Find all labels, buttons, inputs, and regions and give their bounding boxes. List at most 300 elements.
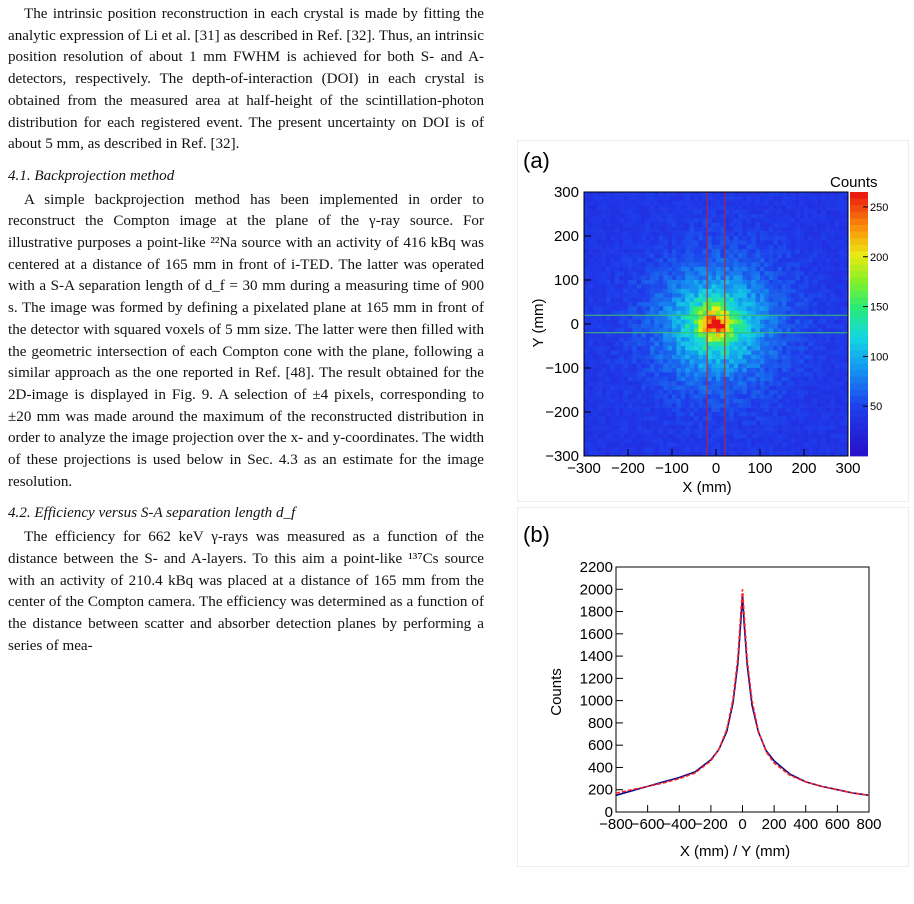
heatmap-cell [659, 403, 664, 408]
heatmap-cell [707, 368, 712, 373]
heatmap-cell [597, 381, 602, 386]
heatmap-cell [795, 346, 800, 351]
heatmap-cell [830, 249, 835, 254]
heatmap-cell [751, 280, 756, 285]
heatmap-cell [637, 364, 642, 369]
heatmap-cell [764, 438, 769, 443]
heatmap-cell [637, 399, 642, 404]
heatmap-cell [602, 381, 607, 386]
heatmap-cell [602, 249, 607, 254]
heatmap-cell [628, 218, 633, 223]
heatmap-cell [756, 324, 761, 329]
heatmap-cell [676, 262, 681, 267]
heatmap-cell [619, 390, 624, 395]
heatmap-cell [654, 368, 659, 373]
heatmap-cell [839, 408, 844, 413]
heatmap-cell [593, 258, 598, 263]
x-tick-label: −200 [693, 816, 728, 833]
heatmap-cell [690, 298, 695, 303]
heatmap-cell [822, 403, 827, 408]
heatmap-cell [808, 218, 813, 223]
heatmap-cell [646, 447, 651, 452]
heatmap-cell [615, 324, 620, 329]
heatmap-cell [584, 306, 589, 311]
heatmap-cell [778, 258, 783, 263]
heatmap-cell [716, 394, 721, 399]
heatmap-cell [804, 342, 809, 347]
heatmap-cell [624, 258, 629, 263]
heatmap-cell [676, 254, 681, 259]
heatmap-cell [817, 350, 822, 355]
heatmap-cell [597, 240, 602, 245]
heatmap-cell [773, 337, 778, 342]
heatmap-cell [654, 320, 659, 325]
heatmap-cell [751, 205, 756, 210]
heatmap-cell [760, 438, 765, 443]
heatmap-cell [672, 245, 677, 250]
heatmap-cell [839, 394, 844, 399]
heatmap-cell [597, 364, 602, 369]
heatmap-cell [778, 355, 783, 360]
heatmap-cell [641, 350, 646, 355]
heatmap-cell [729, 306, 734, 311]
heatmap-cell [795, 214, 800, 219]
heatmap-cell [654, 324, 659, 329]
heatmap-cell [813, 302, 818, 307]
heatmap-cell [773, 377, 778, 382]
heatmap-cell [632, 443, 637, 448]
heatmap-cell [769, 210, 774, 215]
heatmap-cell [800, 302, 805, 307]
heatmap-cell [654, 372, 659, 377]
heatmap-cell [676, 280, 681, 285]
heatmap-cell [668, 324, 673, 329]
heatmap-cell [782, 381, 787, 386]
heatmap-cell [734, 355, 739, 360]
heatmap-cell [742, 298, 747, 303]
heatmap-cell [760, 306, 765, 311]
heatmap-cell [782, 298, 787, 303]
heatmap-cell [606, 245, 611, 250]
heatmap-cell [756, 280, 761, 285]
heatmap-cell [822, 249, 827, 254]
heatmap-cell [672, 240, 677, 245]
heatmap-cell [698, 377, 703, 382]
heatmap-cell [822, 399, 827, 404]
heatmap-cell [632, 447, 637, 452]
heatmap-cell [738, 368, 743, 373]
heatmap-cell [641, 196, 646, 201]
heatmap-cell [602, 337, 607, 342]
heatmap-cell [654, 227, 659, 232]
heatmap-cell [791, 359, 796, 364]
heatmap-cell [800, 381, 805, 386]
heatmap-cell [756, 430, 761, 435]
heatmap-cell [685, 223, 690, 228]
heatmap-cell [813, 306, 818, 311]
heatmap-cell [786, 386, 791, 391]
heatmap-cell [782, 355, 787, 360]
heatmap-cell [663, 262, 668, 267]
heatmap-cell [597, 425, 602, 430]
heatmap-cell [817, 346, 822, 351]
heatmap-cell [632, 262, 637, 267]
heatmap-cell [628, 236, 633, 241]
heatmap-cell [668, 386, 673, 391]
heatmap-cell [716, 258, 721, 263]
heatmap-cell [800, 254, 805, 259]
heatmap-cell [800, 337, 805, 342]
heatmap-cell [619, 218, 624, 223]
heatmap-cell [707, 276, 712, 281]
heatmap-cell [795, 223, 800, 228]
heatmap-cell [764, 218, 769, 223]
heatmap-cell [694, 205, 699, 210]
heatmap-cell [729, 223, 734, 228]
heatmap-cell [584, 386, 589, 391]
heatmap-cell [690, 271, 695, 276]
heatmap-cell [663, 214, 668, 219]
heatmap-cell [659, 408, 664, 413]
heatmap-cell [817, 267, 822, 272]
heatmap-cell [795, 342, 800, 347]
heatmap-cell [747, 342, 752, 347]
heatmap-cell [650, 381, 655, 386]
heatmap-cell [676, 337, 681, 342]
heatmap-cell [738, 346, 743, 351]
heatmap-cell [676, 236, 681, 241]
heatmap-cell [650, 320, 655, 325]
heatmap-cell [619, 302, 624, 307]
heatmap-cell [729, 377, 734, 382]
heatmap-cell [659, 276, 664, 281]
heatmap-cell [659, 346, 664, 351]
heatmap-cell [764, 306, 769, 311]
heatmap-cell [751, 214, 756, 219]
heatmap-cell [676, 302, 681, 307]
heatmap-cell [835, 346, 840, 351]
heatmap-cell [729, 289, 734, 294]
heatmap-cell [628, 280, 633, 285]
heatmap-cell [681, 232, 686, 237]
heatmap-cell [628, 394, 633, 399]
heatmap-cell [615, 346, 620, 351]
heatmap-cell [738, 280, 743, 285]
heatmap-cell [808, 443, 813, 448]
y-tick-label: −300 [545, 448, 579, 465]
heatmap-cell [615, 416, 620, 421]
heatmap-cell [773, 430, 778, 435]
heatmap-cell [839, 232, 844, 237]
heatmap-cell [676, 271, 681, 276]
heatmap-cell [690, 320, 695, 325]
heatmap-cell [694, 421, 699, 426]
heatmap-cell [606, 434, 611, 439]
heatmap-cell [773, 223, 778, 228]
heatmap-cell [813, 381, 818, 386]
heatmap-cell [822, 333, 827, 338]
heatmap-cell [676, 284, 681, 289]
heatmap-cell [773, 280, 778, 285]
heatmap-cell [830, 434, 835, 439]
x-axis-label: X (mm) / Y (mm) [679, 843, 791, 860]
heatmap-cell [659, 386, 664, 391]
heatmap-cell [835, 196, 840, 201]
heatmap-cell [751, 293, 756, 298]
heatmap-cell [808, 249, 813, 254]
heatmap-cell [685, 368, 690, 373]
heatmap-cell [742, 425, 747, 430]
heatmap-cell [597, 262, 602, 267]
heatmap-cell [822, 196, 827, 201]
heatmap-cell [786, 412, 791, 417]
heatmap-cell [800, 284, 805, 289]
heatmap-cell [734, 254, 739, 259]
heatmap-cell [685, 399, 690, 404]
heatmap-cell [782, 368, 787, 373]
heatmap-cell [668, 390, 673, 395]
heatmap-cell [672, 214, 677, 219]
heatmap-cell [672, 386, 677, 391]
heatmap-cell [742, 196, 747, 201]
heatmap-cell [742, 320, 747, 325]
heatmap-cell [808, 276, 813, 281]
heatmap-cell [615, 443, 620, 448]
heatmap-cell [808, 333, 813, 338]
heatmap-cell [663, 289, 668, 294]
heatmap-cell [839, 293, 844, 298]
heatmap-cell [808, 289, 813, 294]
heatmap-cell [830, 333, 835, 338]
heatmap-cell [597, 368, 602, 373]
heatmap-cell [760, 372, 765, 377]
heatmap-cell [800, 214, 805, 219]
heatmap-cell [698, 280, 703, 285]
heatmap-cell [619, 324, 624, 329]
heatmap-cell [716, 346, 721, 351]
heatmap-cell [742, 232, 747, 237]
heatmap-cell [839, 218, 844, 223]
heatmap-cell [782, 399, 787, 404]
heatmap-cell [830, 192, 835, 197]
heatmap-cell [681, 267, 686, 272]
heatmap-cell [615, 267, 620, 272]
heatmap-cell [817, 381, 822, 386]
heatmap-cell [619, 258, 624, 263]
heatmap-cell [769, 267, 774, 272]
heatmap-cell [676, 214, 681, 219]
heatmap-cell [791, 355, 796, 360]
heatmap-cell [822, 271, 827, 276]
heatmap-cell [619, 394, 624, 399]
heatmap-cell [791, 271, 796, 276]
heatmap-cell [637, 232, 642, 237]
heatmap-cell [830, 350, 835, 355]
heatmap-cell [619, 223, 624, 228]
heatmap-cell [650, 315, 655, 320]
heatmap-cell [786, 364, 791, 369]
heatmap-cell [839, 262, 844, 267]
heatmap-cell [764, 262, 769, 267]
heatmap-cell [822, 210, 827, 215]
heatmap-cell [694, 293, 699, 298]
heatmap-cell [747, 438, 752, 443]
heatmap-cell [800, 324, 805, 329]
heatmap-cell [588, 390, 593, 395]
heatmap-cell [716, 201, 721, 206]
heatmap-cell [685, 254, 690, 259]
heatmap-cell [650, 412, 655, 417]
heatmap-cell [804, 236, 809, 241]
heatmap-cell [830, 236, 835, 241]
heatmap-cell [778, 377, 783, 382]
heatmap-cell [694, 430, 699, 435]
heatmap-cell [615, 430, 620, 435]
heatmap-cell [615, 289, 620, 294]
heatmap-cell [654, 443, 659, 448]
heatmap-cell [830, 254, 835, 259]
heatmap-cell [610, 394, 615, 399]
heatmap-cell [729, 386, 734, 391]
heatmap-cell [747, 249, 752, 254]
heatmap-cell [738, 289, 743, 294]
heatmap-cell [632, 306, 637, 311]
heatmap-cell [663, 196, 668, 201]
heatmap-cell [681, 214, 686, 219]
heatmap-cell [813, 320, 818, 325]
heatmap-cell [813, 210, 818, 215]
heatmap-cell [672, 271, 677, 276]
heatmap-cell [610, 232, 615, 237]
heatmap-cell [786, 346, 791, 351]
heatmap-cell [835, 425, 840, 430]
heatmap-cell [707, 192, 712, 197]
heatmap-cell [729, 350, 734, 355]
heatmap-cell [694, 306, 699, 311]
heatmap-cell [813, 245, 818, 250]
heatmap-cell [659, 214, 664, 219]
heatmap-cell [764, 258, 769, 263]
heatmap-cell [830, 403, 835, 408]
heatmap-cell [729, 210, 734, 215]
heatmap-cell [813, 298, 818, 303]
heatmap-cell [760, 416, 765, 421]
heatmap-cell [619, 267, 624, 272]
heatmap-cell [742, 355, 747, 360]
heatmap-cell [707, 267, 712, 272]
heatmap-cell [624, 394, 629, 399]
heatmap-cell [606, 196, 611, 201]
heatmap-cell [725, 324, 730, 329]
heatmap-cell [800, 205, 805, 210]
heatmap-cell [707, 381, 712, 386]
heatmap-cell [668, 196, 673, 201]
heatmap-cell [672, 342, 677, 347]
heatmap-cell [712, 214, 717, 219]
heatmap-cell [742, 394, 747, 399]
x-tick-label: 0 [711, 460, 721, 477]
heatmap-cell [734, 192, 739, 197]
heatmap-cell [822, 421, 827, 426]
heatmap-cell [712, 298, 717, 303]
heatmap-cell [593, 386, 598, 391]
heatmap-cell [800, 390, 805, 395]
heatmap-cell [751, 425, 756, 430]
heatmap-cell [795, 333, 800, 338]
heatmap-cell [769, 386, 774, 391]
heatmap-cell [685, 443, 690, 448]
heatmap-cell [826, 245, 831, 250]
heatmap-cell [808, 364, 813, 369]
heatmap-cell [602, 232, 607, 237]
heatmap-cell [593, 214, 598, 219]
heatmap-cell [769, 214, 774, 219]
heatmap-cell [839, 381, 844, 386]
heatmap-cell [654, 355, 659, 360]
heatmap-cell [628, 359, 633, 364]
heatmap-cell [606, 386, 611, 391]
heatmap-cell [764, 368, 769, 373]
heatmap-cell [646, 381, 651, 386]
heatmap-cell [676, 390, 681, 395]
heatmap-cell [729, 245, 734, 250]
heatmap-cell [742, 240, 747, 245]
heatmap-cell [685, 271, 690, 276]
heatmap-cell [654, 249, 659, 254]
heatmap-cell [764, 355, 769, 360]
heatmap-cell [835, 421, 840, 426]
heatmap-cell [747, 227, 752, 232]
heatmap-cell [650, 430, 655, 435]
heatmap-cell [826, 302, 831, 307]
heatmap-cell [778, 271, 783, 276]
heatmap-cell [663, 293, 668, 298]
heatmap-cell [698, 210, 703, 215]
heatmap-cell [685, 412, 690, 417]
heatmap-cell [738, 262, 743, 267]
heatmap-cell [593, 416, 598, 421]
heatmap-cell [646, 386, 651, 391]
colorbar-tick-label: 200 [870, 251, 889, 264]
heatmap-cell [606, 364, 611, 369]
heatmap-cell [817, 443, 822, 448]
heatmap-cell [632, 280, 637, 285]
heatmap-cell [716, 372, 721, 377]
heatmap-cell [694, 284, 699, 289]
heatmap-cell [786, 214, 791, 219]
heatmap-cell [782, 412, 787, 417]
heatmap-cell [650, 254, 655, 259]
heatmap-cell [747, 377, 752, 382]
y-tick-label: 100 [553, 272, 579, 289]
heatmap-cell [694, 289, 699, 294]
heatmap-cell [712, 293, 717, 298]
heatmap-cell [813, 236, 818, 241]
heatmap-cell [769, 196, 774, 201]
heatmap-cell [830, 368, 835, 373]
heatmap-cell [672, 403, 677, 408]
heatmap-cell [835, 232, 840, 237]
heatmap-cell [624, 289, 629, 294]
heatmap-cell [729, 438, 734, 443]
heatmap-cell [738, 293, 743, 298]
heatmap-cell [690, 438, 695, 443]
heatmap-cell [694, 394, 699, 399]
heatmap-cell [800, 430, 805, 435]
heatmap-cell [628, 390, 633, 395]
y-tick-label: 1800 [579, 603, 613, 621]
heatmap-cell [756, 214, 761, 219]
